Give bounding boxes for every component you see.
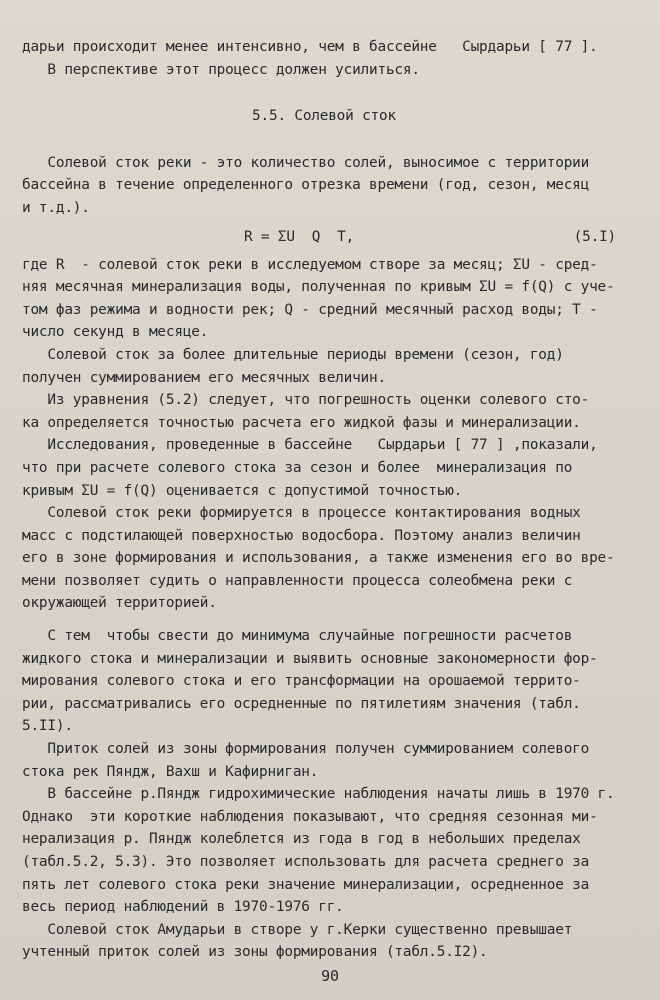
text-line: где R - солевой сток реки в исследуемом створе за месяц; ΣU - сред- (22, 256, 598, 273)
text-line: (табл.5.2, 5.3). Это позволяет использовать для расчета среднего за (22, 854, 590, 870)
text-line: что при расчете солевого стока за сезон и более минерализация по (22, 459, 573, 476)
paragraph-continuation (22, 36, 626, 81)
page-number: 90 (321, 967, 339, 985)
text-line: учтенный приток солей из зоны формирования (табл.5.I2). (22, 944, 488, 961)
text-line: Из уравнения (5.2) следует, что погрешность оценки солевого сто- (22, 392, 590, 409)
section-heading: 5.5. Солевой сток (252, 108, 396, 125)
equation-number: (5.I) (573, 228, 616, 245)
text-line: окружающей территорией. (22, 595, 217, 612)
text-line: Исследования, проведенные в бассейне Сырдарьи [ 77 ] ,показали, (22, 437, 598, 454)
text-line: и т.д.). (22, 199, 90, 216)
text-line: С тем чтобы свести до минимума случайные погрешности расчетов (22, 628, 573, 645)
text-line: Солевой сток реки - это количество солей, выносимое с территории (22, 154, 590, 171)
text-line: няя месячная минерализация воды, полученная по кривым ΣU = f(Q) с уче- (22, 279, 615, 296)
paragraph-intro (22, 152, 626, 220)
text-line: Приток солей из зоны формирования получен суммированием солевого (22, 741, 590, 758)
text-line: В бассейне р.Пяндж гидрохимические наблюдения начаты лишь в 1970 г. (22, 786, 615, 803)
text-line: жидкого стока и минерализации и выявить основные закономерности фор- (22, 650, 598, 667)
text-line: масс с подстилающей поверхностью водосбора. Поэтому анализ величин (22, 527, 581, 544)
text-line: мени позволяет судить о направленности процесса солеобмена реки с (22, 572, 573, 589)
text-line: бассейна в течение определенного отрезка времени (год, сезон, месяц (22, 177, 590, 194)
formula-row (22, 220, 626, 254)
text-line: ка определяется точностью расчета его жидкой фазы и минерализации. (22, 414, 581, 431)
text-line: рии, рассматривались его осредненные по пятилетиям значения (табл. (22, 695, 581, 712)
text-line: том фаз режима и водности рек; Q - средний месячный расход воды; T - (22, 301, 598, 318)
text-line: 5.II). (22, 718, 73, 735)
text-line: нерализация р. Пяндж колеблется из года в год в небольших пределах (22, 831, 581, 848)
text-line: В перспективе этот процесс должен усилиться. (22, 61, 420, 78)
text-line: Солевой сток Амударьи в створе у г.Керки существенно превышает (22, 921, 573, 938)
text-line: Однако эти короткие наблюдения показывают, что средняя сезонная ми- (22, 808, 598, 825)
text-line: кривым ΣU = f(Q) оценивается с допустимой точностью. (22, 482, 463, 499)
text-line: число секунд в месяце. (22, 324, 209, 341)
text-line: Солевой сток за более длительные периоды времени (сезон, год) (22, 346, 564, 363)
text-line: пять лет солевого стока реки значение минерализации, осредненное за (22, 876, 590, 893)
text-line: стока рек Пяндж, Вахш и Кафирниган. (22, 763, 319, 780)
text-line: дарьи происходит менее интенсивно, чем в бассейне Сырдарьи [ 77 ]. (22, 39, 598, 55)
paragraph-body-1 (22, 254, 626, 616)
text-line: мирования солевого стока и его трансформации на орошаемой террито- (22, 673, 581, 690)
paragraph-body-2 (22, 625, 626, 964)
text-line: Солевой сток реки формируется в процессе контактирования водных (22, 505, 581, 522)
text-line: его в зоне формирования и использования, а также изменения его во вре- (22, 550, 615, 567)
text-line: весь период наблюдений в 1970-1976 гг. (22, 899, 344, 916)
text-line: получен суммированием его месячных величин. (22, 369, 386, 386)
formula: R = ΣU Q T, (244, 228, 355, 245)
